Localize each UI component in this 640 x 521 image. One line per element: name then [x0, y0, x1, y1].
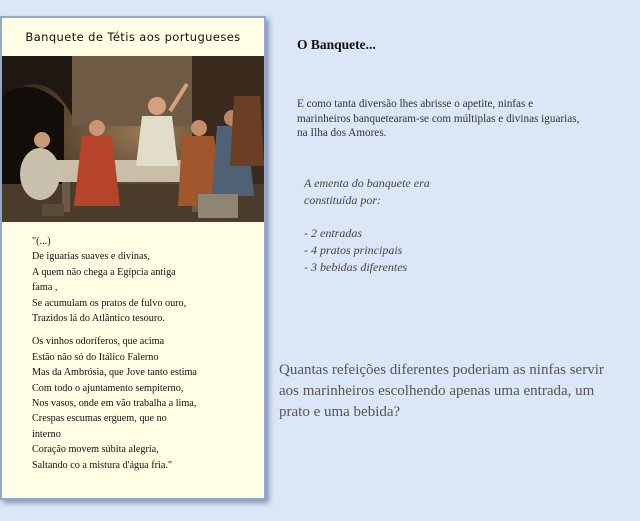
poem-line: Estão não só do Itálico Falerno [32, 351, 159, 363]
menu-spacer [304, 209, 504, 225]
menu-item-bebidas: - 3 bebidas diferentes [304, 260, 408, 274]
poem-line: Saltando co a mistura d'água fria." [32, 459, 173, 471]
poem-line: fama , [32, 282, 58, 294]
poem-line: Nos vasos, onde em vão trabalha a lima, [32, 398, 197, 410]
poem-line: Com todo o ajuntamento sempiterno, [32, 382, 184, 394]
section-heading: O Banquete... [297, 37, 376, 52]
menu-lead: constituída por: [304, 193, 381, 207]
card-title: Banquete de Tétis aos portugueses [25, 30, 241, 44]
poem-line: Os vinhos odoríferos, que acima [32, 336, 165, 348]
menu-list [304, 175, 504, 276]
question-text: Quantas refeições diferentes poderiam as ninfas servir aos marinheiros escolhendo apenas uma entrada, um prato e uma bebida? [279, 362, 604, 420]
poem-line: interno [32, 428, 61, 440]
menu-item-pratos: - 4 pratos principais [304, 243, 403, 257]
poem-line: De iguarias suaves e divinas, [32, 251, 150, 263]
painting-image [2, 56, 264, 222]
poem-line: Trazidos lá do Atlântico tesouro. [32, 313, 165, 325]
poem-line: Se acumulam os pratos de fulvo ouro, [32, 297, 187, 309]
poem-stanza-2 [32, 334, 260, 473]
poem-line: "(...) [32, 236, 51, 247]
poem-line: Mas da Ambrósia, que Jove tanto estima [32, 367, 197, 379]
poem-line: A quem não chega a Egípcia antiga [32, 266, 176, 278]
poem-line: Coração movem súbita alegria, [32, 444, 159, 456]
poem-card [0, 16, 266, 500]
poem-line: Crespas escumas erguem, que no [32, 413, 167, 425]
menu-item-entradas: - 2 entradas [304, 226, 362, 240]
intro-paragraph: E como tanta diversão lhes abrisse o apetite, ninfas e marinheiros banquetearam-se com múltiplas e divinas iguarias, na Ilha dos Amores. [297, 98, 580, 139]
poem-text [32, 234, 260, 473]
menu-lead: A ementa do banquete era [304, 176, 430, 190]
poem-stanza-1 [32, 234, 260, 326]
